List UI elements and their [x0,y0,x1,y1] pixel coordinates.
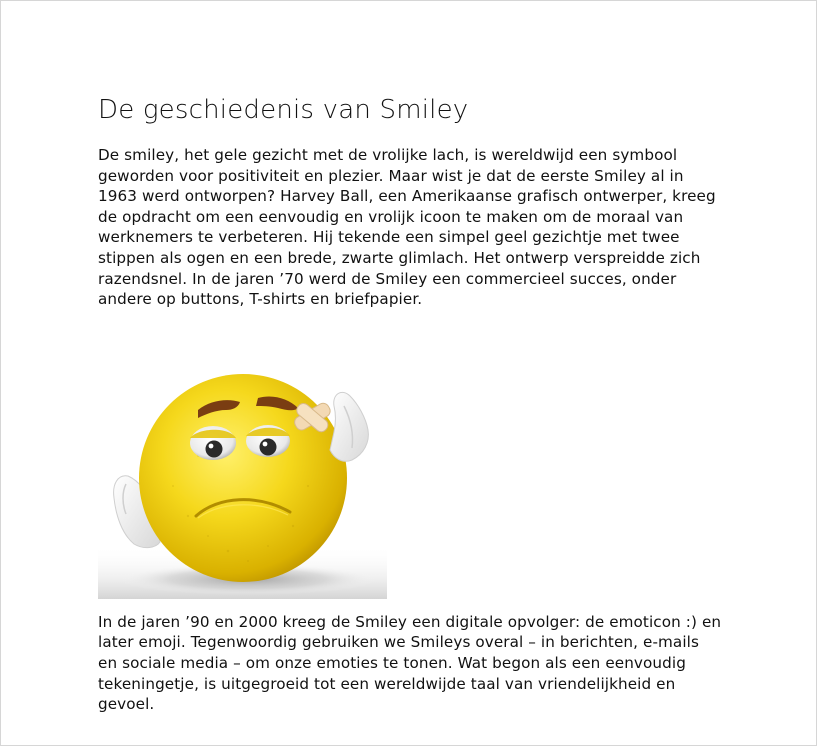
paragraph-intro: De smiley, het gele gezicht met de vrolijke lach, is wereldwijd een symbool geworden voor positiviteit en plezier. Maar wist je dat de eerste Smiley al in 1963 werd ontworpen? Harvey Ball, een Amerikaanse grafisch ontwerper, kreeg de opdracht om een eenvoudig en vrolijk icoon te maken om de moraal van werknemers te verbeteren. Hij tekende een simpel geel gezichtje met twee stippen als ogen en een brede, zwarte glimlach. Het ontwerp verspreidde zich razendsnel. In de jaren ’70 werd de Smiley een commercieel succes, onder andere op buttons, T-shirts en briefpapier. [98,146,716,309]
left-eye-icon [190,426,236,460]
right-eye-icon [246,425,290,457]
page-title: De geschiedenis van Smiley [98,95,469,125]
paragraph-digital: In de jaren ’90 en 2000 kreeg de Smiley een digitale opvolger: de emoticon :) en later emoji. Tegenwoordig gebruiken we Smileys overal – in berichten, e-mails en sociale media – om onze emoties te tonen. Wat begon als een eenvoudig tekeningetje, is uitgegroeid tot een wereldwijde taal van vriendelijkheid en gevoel. [98,612,722,714]
right-glove-icon [330,392,368,461]
smiley-image [98,366,387,599]
sad-smiley-illustration [98,366,387,599]
smiley-face [139,374,347,582]
article [98,93,728,715]
